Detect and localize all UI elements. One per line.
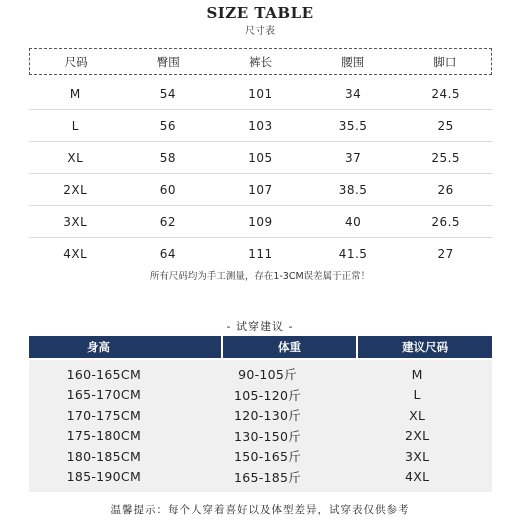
cell-weight: 165-185斤 xyxy=(233,469,302,485)
cell-height: 165-170CM xyxy=(66,387,142,403)
cell-suggested-size: 3XL xyxy=(404,448,430,464)
footer-tip: 温馨提示：每个人穿着喜好以及体型差异，试穿表仅供参考 xyxy=(110,504,410,516)
header-weight: 体重 xyxy=(223,336,357,358)
cell-suggested-size: 4XL xyxy=(404,469,430,485)
cell-weight: 105-120斤 xyxy=(233,387,302,403)
table-row xyxy=(29,174,492,206)
cell-hem: 25.5 xyxy=(431,150,461,165)
cell-length: 101 xyxy=(248,86,273,101)
cell-length: 107 xyxy=(248,182,273,197)
cell-hip: 54 xyxy=(159,86,177,101)
table-row xyxy=(29,110,492,142)
cell-height: 175-180CM xyxy=(66,428,142,444)
cell-weight: 150-165斤 xyxy=(233,449,302,465)
cell-hip: 58 xyxy=(159,150,177,165)
cell-hip: 62 xyxy=(159,214,177,229)
cell-height: 180-185CM xyxy=(66,448,142,464)
cell-waist: 35.5 xyxy=(338,118,368,133)
header-hip: 臀围 xyxy=(156,54,180,69)
header-size: 尺码 xyxy=(64,54,88,69)
cell-size: 3XL xyxy=(63,214,88,229)
recommendation-body xyxy=(29,360,492,492)
cell-hip: 64 xyxy=(159,247,177,261)
cell-suggested-size: M xyxy=(411,366,423,382)
cell-height: 185-190CM xyxy=(66,469,142,485)
cell-waist: 37 xyxy=(344,150,362,165)
list-item xyxy=(29,467,492,488)
cell-length: 109 xyxy=(248,214,273,229)
cell-waist: 40 xyxy=(344,214,362,229)
cell-suggested-size: XL xyxy=(409,407,426,423)
cell-weight: 120-130斤 xyxy=(233,408,302,424)
cell-length: 111 xyxy=(248,247,273,261)
list-item xyxy=(29,364,492,385)
header-length: 裤长 xyxy=(249,54,272,69)
table-row xyxy=(29,78,492,110)
cell-size: M xyxy=(69,86,81,101)
cell-hem: 26.5 xyxy=(431,214,461,229)
cell-size: 2XL xyxy=(63,182,88,197)
header-height: 身高 xyxy=(29,336,221,358)
page-subtitle: 尺寸表 xyxy=(245,26,275,37)
header-waist: 腰围 xyxy=(341,54,365,69)
cell-hip: 56 xyxy=(159,118,177,133)
list-item xyxy=(29,446,492,467)
size-table-body xyxy=(29,78,492,270)
cell-size: XL xyxy=(67,150,84,165)
cell-hem: 26 xyxy=(437,182,454,197)
table-row xyxy=(29,142,492,174)
header-hem: 脚口 xyxy=(433,54,457,69)
table-row xyxy=(29,206,492,238)
measurement-note: 所有尺码均为手工测量，存在1-3CM误差属于正常！ xyxy=(149,271,371,282)
cell-weight: 130-150斤 xyxy=(233,428,302,444)
cell-weight: 90-105斤 xyxy=(238,367,297,383)
header-suggested-size: 建议尺码 xyxy=(358,336,492,358)
cell-hip: 60 xyxy=(159,182,177,197)
cell-height: 170-175CM xyxy=(66,407,142,423)
cell-size: 4XL xyxy=(63,247,88,261)
cell-hem: 27 xyxy=(437,247,454,261)
cell-hem: 25 xyxy=(437,118,454,133)
list-item xyxy=(29,426,492,447)
cell-hem: 24.5 xyxy=(431,86,461,101)
cell-waist: 34 xyxy=(344,86,362,101)
cell-suggested-size: 2XL xyxy=(404,428,430,444)
table-row xyxy=(29,238,492,270)
cell-height: 160-165CM xyxy=(66,366,142,382)
cell-suggested-size: L xyxy=(413,387,421,403)
cell-size: L xyxy=(71,118,79,133)
recommendation-header xyxy=(29,336,492,358)
cell-waist: 38.5 xyxy=(338,182,368,197)
cell-length: 105 xyxy=(248,150,273,165)
size-table-header xyxy=(29,48,492,75)
recommendation-title: - 试穿建议 - xyxy=(226,320,294,333)
list-item xyxy=(29,385,492,406)
page-title: SIZE TABLE xyxy=(206,4,314,22)
cell-waist: 41.5 xyxy=(338,247,368,261)
cell-length: 103 xyxy=(248,118,273,133)
list-item xyxy=(29,405,492,426)
